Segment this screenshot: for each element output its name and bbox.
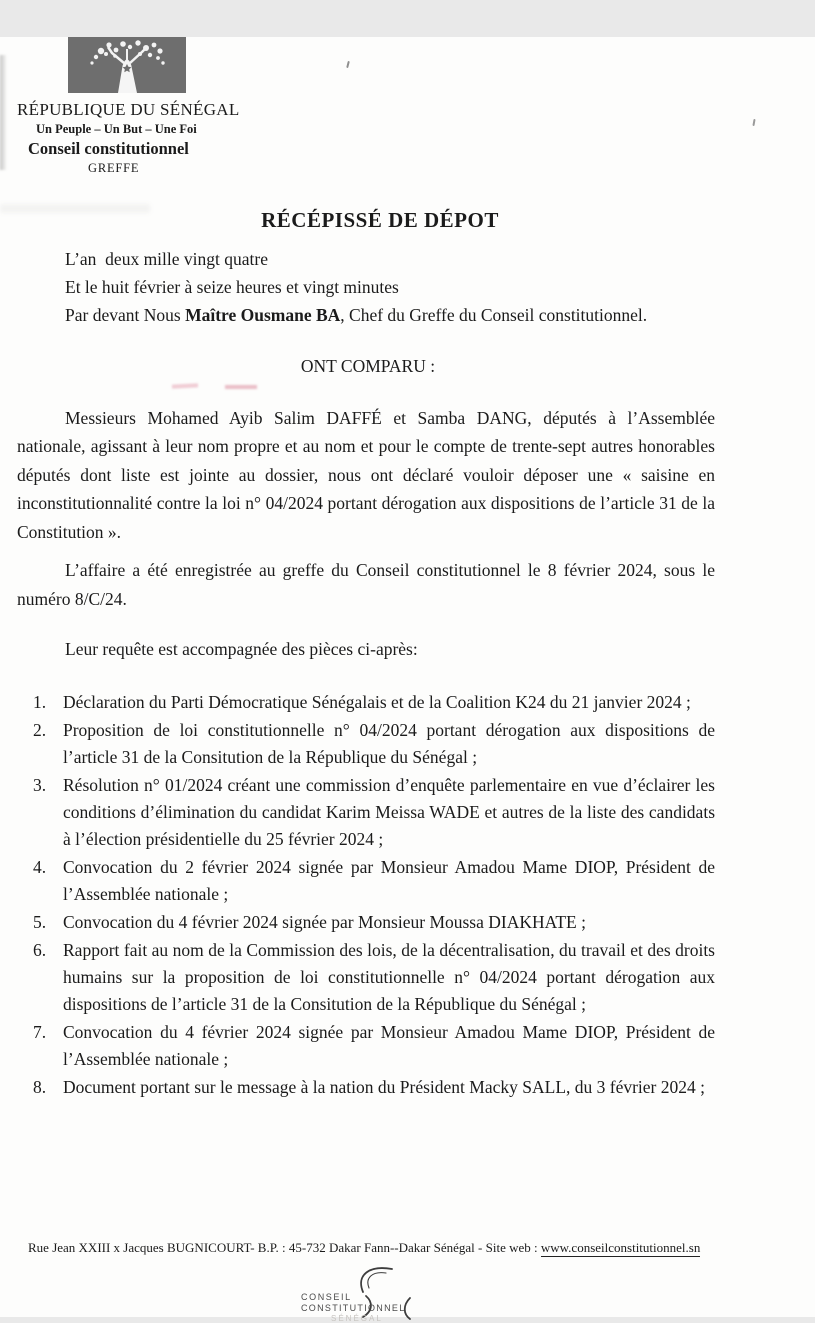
list-item-text: Déclaration du Parti Démocratique Sénégalais et de la Coalition K24 du 21 janvier 2024 ;	[63, 691, 691, 712]
section-heading-ont-comparu: ONT COMPARU :	[300, 355, 436, 376]
paragraph-comparution: Messieurs Mohamed Ayib Salim DAFFÉ et Samba DANG, députés à l’Assemblée nationale, agissant à leur nom propre et au nom et pour le compte de trente-sept autres honorables députés dont liste est jointe au dossier, nous ont déclaré vouloir déposer une « saisine en inconstitutionnalité contre la loi n° 04/2024 portant dérogation aux dispositions de l’article 31 de la Constitution ».	[17, 407, 715, 542]
paragraph-pieces-intro: Leur requête est accompagnée des pièces ci-après:	[65, 639, 418, 659]
institution-name: Conseil constitutionnel	[28, 139, 189, 158]
list-item	[17, 717, 715, 771]
list-item-number: 3.	[33, 774, 47, 795]
officer-line-prefix: Par devant Nous	[65, 305, 186, 325]
list-item-number: 1.	[33, 691, 47, 712]
national-motto: Un Peuple – Un But – Une Foi	[36, 122, 197, 136]
letterhead	[17, 37, 715, 176]
scan-tick-mark	[752, 119, 755, 126]
list-item-number: 5.	[33, 911, 47, 932]
document-title: RÉCÉPISSÉ DE DÉPOT	[261, 208, 499, 232]
list-item-number: 2.	[33, 719, 47, 740]
list-item	[17, 854, 715, 908]
list-item-number: 4.	[33, 856, 47, 877]
office-name: GREFFE	[88, 161, 140, 175]
stamp-line-conseil: CONSEIL	[301, 1292, 352, 1302]
stamp-line-senegal: SÉNÉGAL	[331, 1314, 383, 1323]
scan-edge-shadow	[0, 55, 7, 170]
list-item	[17, 1074, 715, 1101]
website-url: www.conseilconstitutionnel.sn	[540, 1240, 701, 1255]
preamble-year-line: L’an deux mille vingt quatre	[65, 249, 268, 269]
stamp-line-constitutionnel: CONSTITUTIONNEL	[301, 1303, 406, 1313]
preamble-date-line: Et le huit février à seize heures et vingt minutes	[65, 277, 399, 297]
list-item-number: 8.	[33, 1076, 47, 1097]
list-item-text: Convocation du 4 février 2024 signée par Monsieur Amadou Mame DIOP, Président de l’Assemblée nationale ;	[63, 1021, 715, 1069]
list-item	[17, 1019, 715, 1073]
conseil-constitutionnel-stamp	[293, 1264, 453, 1323]
list-item-number: 7.	[33, 1021, 47, 1042]
list-item	[17, 689, 715, 716]
baobab-tree-logo-icon	[68, 37, 186, 93]
pink-ink-smudge	[225, 385, 257, 389]
paragraph-enregistrement: L’affaire a été enregistrée au greffe du Conseil constitutionnel le 8 février 2024, sous le numéro 8/C/24.	[17, 560, 715, 609]
list-item-text: Convocation du 2 février 2024 signée par Monsieur Amadou Mame DIOP, Président de l’Assemblée nationale ;	[63, 856, 715, 904]
address-text: Rue Jean XXIII x Jacques BUGNICOURT- B.P. : 45-732 Dakar Fann--Dakar Sénégal - Site web :	[28, 1240, 541, 1255]
list-item-text: Rapport fait au nom de la Commission des lois, de la décentralisation, du travail et des droits humains sur la proposition de loi constitutionnelle n° 04/2024 portant dérogation aux dispositions de l’article 31 de la Consitution de la République du Sénégal ;	[63, 939, 715, 1014]
country-name: RÉPUBLIQUE DU SÉNÉGAL	[17, 100, 240, 119]
list-item-text: Proposition de loi constitutionnelle n° 04/2024 portant dérogation aux dispositions de l’article 31 de la Consitution de la République du Sénégal ;	[63, 719, 715, 767]
list-item	[17, 937, 715, 1018]
officer-name: Maître Ousmane BA	[185, 305, 341, 325]
list-item-text: Résolution n° 01/2024 créant une commission d’enquête parlementaire en vue d’éclairer les conditions d’élimination du candidat Karim Meissa WADE et autres de la liste des candidats à l’élection présidentielle du 25 février 2024 ;	[63, 774, 715, 849]
list-item-text: Document portant sur le message à la nation du Président Macky SALL, du 3 février 2024 ;	[63, 1076, 705, 1097]
pink-ink-smudge	[172, 383, 198, 388]
preamble-officer-line	[17, 301, 715, 330]
list-item	[17, 772, 715, 853]
officer-line-suffix: , Chef du Greffe du Conseil constitutionnel.	[340, 305, 648, 325]
list-item	[17, 909, 715, 936]
document-page	[0, 37, 815, 1323]
list-item-number: 6.	[33, 939, 47, 960]
list-item-text: Convocation du 4 février 2024 signée par Monsieur Moussa DIAKHATE ;	[63, 911, 586, 932]
footer-address	[28, 1240, 700, 1256]
pieces-list	[17, 689, 715, 1101]
